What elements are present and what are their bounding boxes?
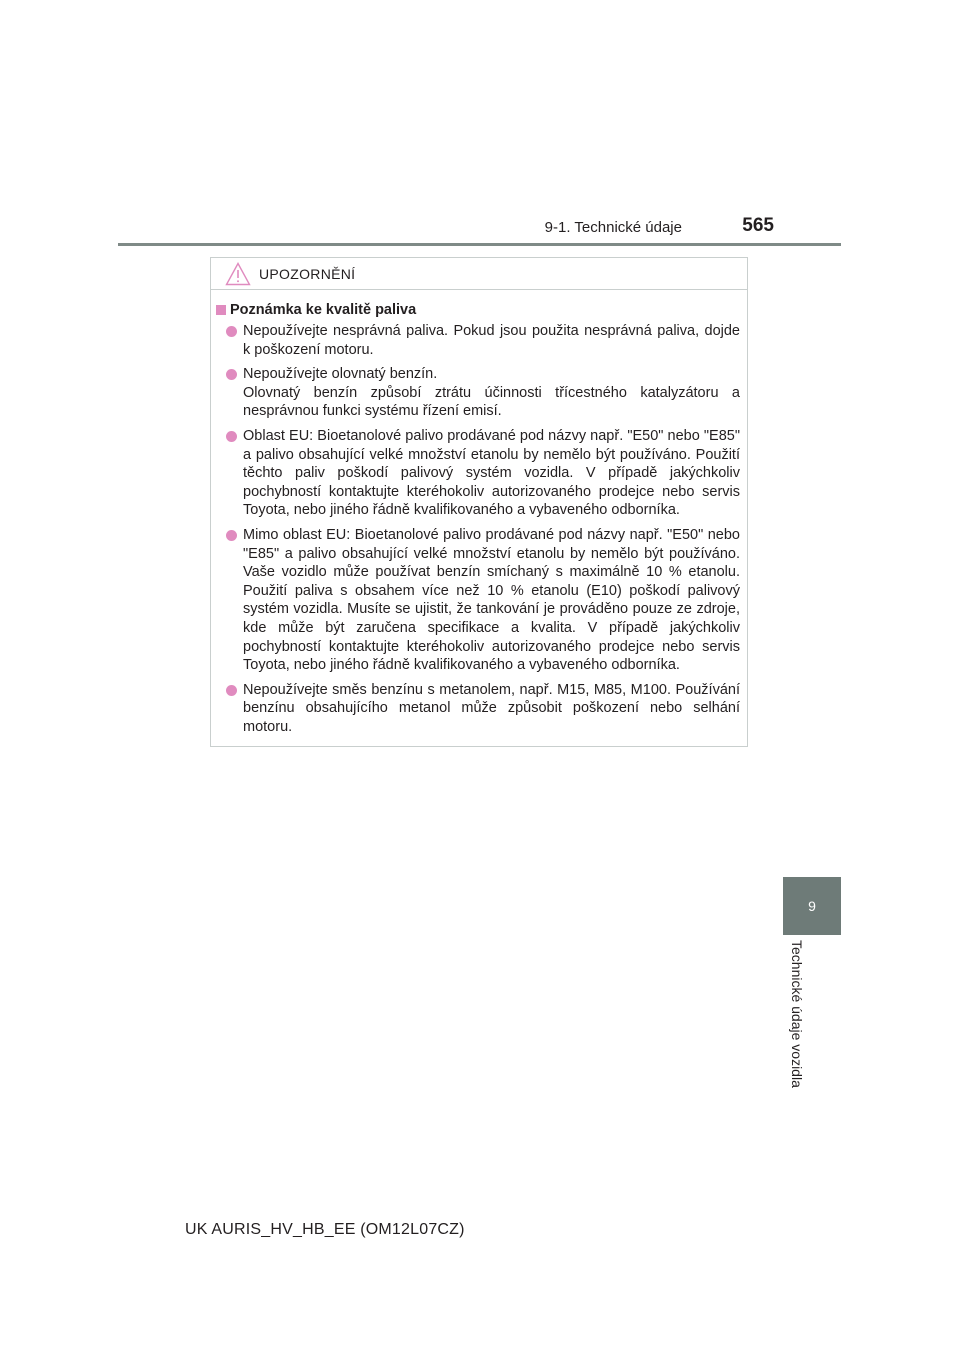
bullet-dot-icon [226,685,237,696]
caution-subheading [216,302,741,318]
square-bullet-icon [216,305,226,315]
bullet-dot-icon [226,326,237,337]
caution-body [211,290,747,736]
warning-triangle-icon [225,262,251,286]
list-item-text: Nepoužívejte nesprávná paliva. Pokud jsou použita nesprávná paliva, dojde k poškození motoru. [243,323,740,358]
list-item [216,365,741,421]
caution-subheading-text: Poznámka ke kvalitě paliva [230,302,417,318]
caution-header [211,258,747,290]
bullet-dot-icon [226,369,237,380]
bullet-dot-icon [226,431,237,442]
list-item [216,322,741,359]
list-item-text: Nepoužívejte směs benzínu s metanolem, např. M15, M85, M100. Používání benzínu obsahujícího metanol může způsobit poškození nebo selhání motoru. [243,681,740,735]
list-item [216,427,741,520]
list-item-text: Oblast EU: Bioetanolové palivo prodávané pod názvy např. "E50" nebo "E85" a palivo obsahující velké množství etanolu by nemělo být používáno. Použití těchto paliv poškodí palivový systém vozidla. V případě jakýchkoliv pochybností kontaktujte kteréhokoliv autorizovaného prodejce nebo servis Toyota, nebo jiného řádně kvalifikovaného a vybaveného odborníka. [243,427,740,519]
document-code: UK AURIS_HV_HB_EE (OM12L07CZ) [185,1221,465,1238]
list-item-text: Mimo oblast EU: Bioetanolové palivo prodávané pod názvy např. "E50" nebo "E85" a palivo obsahující velké množství etanolu by nemělo být používáno. Vaše vozidlo může používat benzín smíchaný s maximálně 10 % etanolu. Použití paliva s obsahem více než 10 % etanolu (E10) poškodí palivový systém vozidla. Musíte se ujistit, že tankování je prováděno pouze ze zdroje, kde může být zaručena specifikace a kvalita. V případě jakýchkoliv pochybností kontaktujte kteréhokoliv autorizovaného prodejce nebo servis Toyota, nebo jiného řádně kvalifikovaného a vybaveného odborníka. [243,526,740,674]
chapter-label: Technické údaje vozidla [789,940,805,1088]
bullet-dot-icon [226,530,237,541]
section-title: 9-1. Technické údaje [544,219,682,236]
list-item [216,681,741,737]
caution-title: UPOZORNĚNÍ [259,265,356,282]
caution-box [210,257,748,747]
list-item-text: Nepoužívejte olovnatý benzín. Olovnatý benzín způsobí ztrátu účinnosti třícestného katalyzátoru a nesprávnou funkci systému řízení emisí. [243,366,740,420]
list-item [216,526,741,675]
chapter-tab [783,877,841,935]
header-divider [118,243,841,246]
chapter-number: 9 [808,898,816,914]
page-number: 565 [742,215,774,236]
